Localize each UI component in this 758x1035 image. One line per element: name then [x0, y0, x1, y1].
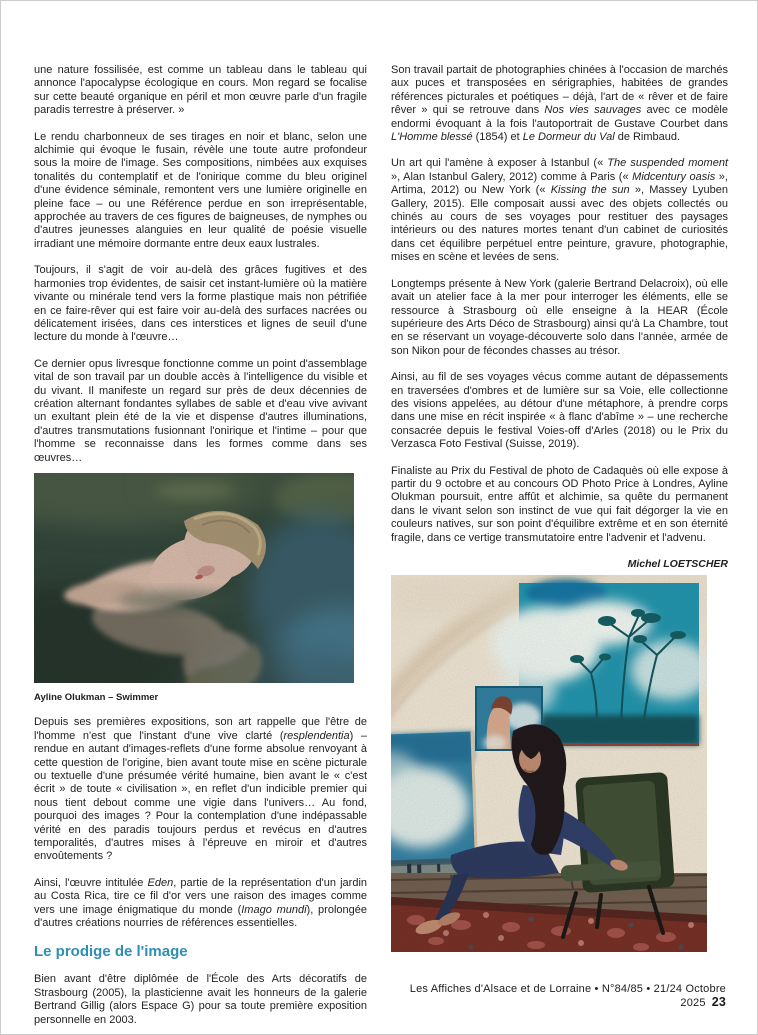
paragraph: Un art qui l'amène à exposer à Istanbul (« The suspended moment », Alan Istanbul Galery, 2012) comme à Paris (« Midcentury oasis », Artima, 2012) ou New York (« Kissing the sun », Massey Lyuben Gallery, 2015). Elle composait aussi avec des objets collectés ou chinés au cours de ses voyages pour restituer des paysages intérieurs ou des natures mortes tenant d'un cabinet de curiosités dans cet équilibre perpétuel entre peinture, gravure, photographie, mises en scène et levées de sens.	[391, 157, 728, 264]
paragraph: Le rendu charbonneux de ses tirages en noir et blanc, selon une alchimie qui évoque le fusain, révèle une toute autre profondeur sous la moire de l'image. Ses compositions, nimbées aux exquises tonalités du contemplatif et de l'onirique comme du bleu originel d'une évidence séminale, remontent vers une lumière originelle en pleine face – ou une Référence perdue en son irreprésentable, approchée au travers de ces figures de baigneuses, de nymphes ou d'autres jeunesses alanguies en leur qualité de poésie visuelle irradiant une mémoire dormante entre deux eaux lustrales.	[34, 130, 367, 250]
section-heading: Le prodige de l'image	[34, 943, 188, 961]
paragraph: Ainsi, l'œuvre intitulée Eden, partie de la représentation d'un jardin au Costa Rica, tire ce fil d'or vers une raison des images comme vers une image énigmatique du monde (Imago mundi), prolongée d'autres créations nourries de références essentielles.	[34, 876, 368, 930]
artist-studio-photo	[391, 575, 707, 952]
paragraph: Finaliste au Prix du Festival de photo de Cadaquès où elle expose à partir du 9 octobre et au concours OD Photo Price à Londres, Ayline Olukman poursuit, entre affût et alchimie, sa quête du permanent dans le vivant selon son instinct de vue qui fait dégorger la vie en couleurs natives, sur son point d'équilibre extrême et en son éternité fragile, dans ce vertige transmutatoire entre l'advenir et l'advenu.	[391, 464, 728, 544]
author-byline: Michel LOETSCHER	[627, 558, 728, 570]
paragraph: Ainsi, au fil de ses voyages vécus comme autant de dépassements en traversées d'ombres et de lumière sur sa Voie, elle collectionne des visions appelées, au détour d'une métaphore, à prendre corps dans une mise en récit inspirée « à flanc d'abîme » – une recherche consacrée depuis le festival Voies-off d'Arles (2018) ou le Prix du Verzasca Foto Festival (Suisse, 2019).	[391, 371, 728, 451]
paragraph: Son travail partait de photographies chinées à l'occasion de marchés aux puces et transposées en sérigraphies, habitées de grandes références picturales et poétiques – déjà, l'art de « rêver et de faire rêver » qui se retrouve dans Nos vies sauvages avec ce modèle endormi évoquant à la fois l'autoportrait de Gustave Courbet dans L'Homme blessé (1854) et Le Dormeur du Val de Rimbaud.	[391, 64, 728, 144]
paragraph: Bien avant d'être diplômée de l'École des Arts décoratifs de Strasbourg (2005), la plasticienne avait les honneurs de la galerie Bertrand Gillig (alors Espace G) pour sa toute première exposition personnelle en 2003.	[34, 973, 367, 1026]
journal-footer-line: Les Affiches d'Alsace et de Lorraine • N°84/85 • 21/24 Octobre 2025	[409, 983, 726, 1009]
paragraph: Longtemps présente à New York (galerie Bertrand Delacroix), où elle avait un atelier face à la mer pour interroger les éléments, elle se ressource à Strasbourg où elle enseigne à la HEAR (École supérieure des Arts Déco de Strasbourg) ainsi qu'à La Chambre, tout en se réservant un voyage-découverte solo dans l'année, armée de son Nikon pour de fécondes chasses au trésor.	[391, 277, 728, 357]
page-number: 23	[711, 995, 726, 1009]
photo-caption: Ayline Olukman – Swimmer	[34, 691, 159, 703]
page-footer	[364, 983, 726, 1009]
left-column	[34, 64, 367, 1035]
paragraph: Ce dernier opus livresque fonctionne comme un point d'assemblage vital de son travail par un double accès à l'intelligence du visible et du vivant. Il manifeste un regard sur près de deux décennies de création alternant fondantes syllabes de sable et d'eau vive avivant un exultant plein été de la vie et dispense d'autres illuminations, d'autres transmutations fusionnant l'onirique et l'intime – pour que l'homme se reconnaisse dans les formes comme dans ses œuvres…	[34, 357, 367, 464]
paragraph: Depuis ses premières expositions, son art rappelle que l'être de l'homme n'est que l'instant d'une vive clarté (resplendentia) – rendue en autant d'images-reflets d'une forme absolue renvoyant à cette question de l'origine, bien avant toute mise en scène picturale ou textuelle d'une présumée vérité humaine, bien avant le « c'est écrit » de toute « civilisation », en reflet d'un indicible premier qui nous tient debout comme une vigie dans l'univers… Au fond, pourquoi des images ? Pour la contemplation d'une indépassable vérité en des paradis toujours perdus et revécus en d'autres temporalités, d'autres mises à l'épreuve en miroir et d'autres envoûtements ?	[34, 716, 367, 863]
paragraph: une nature fossilisée, est comme un tableau dans le tableau qui annonce l'apocalypse écologique en cours. Mon regard se focalise sur cette beauté organique en péril et mon œuvre parle d'un fragile paradis terrestre à préserver. »	[34, 64, 367, 117]
right-column	[391, 64, 728, 952]
swimmer-photo	[34, 473, 354, 683]
paragraph: Toujours, il s'agit de voir au-delà des grâces fugitives et des harmonies trop évidentes, de saisir cet instant-lumière où la matière vivante ou minérale tend vers la forme plastique mais non pétrifiée en ce faire-rêver qui est faire voir au-delà des surfaces nacrées ou délicatement irisées, dans ces interstices et lignes de seuil d'une lecture du monde à l'œuvre…	[34, 264, 367, 344]
